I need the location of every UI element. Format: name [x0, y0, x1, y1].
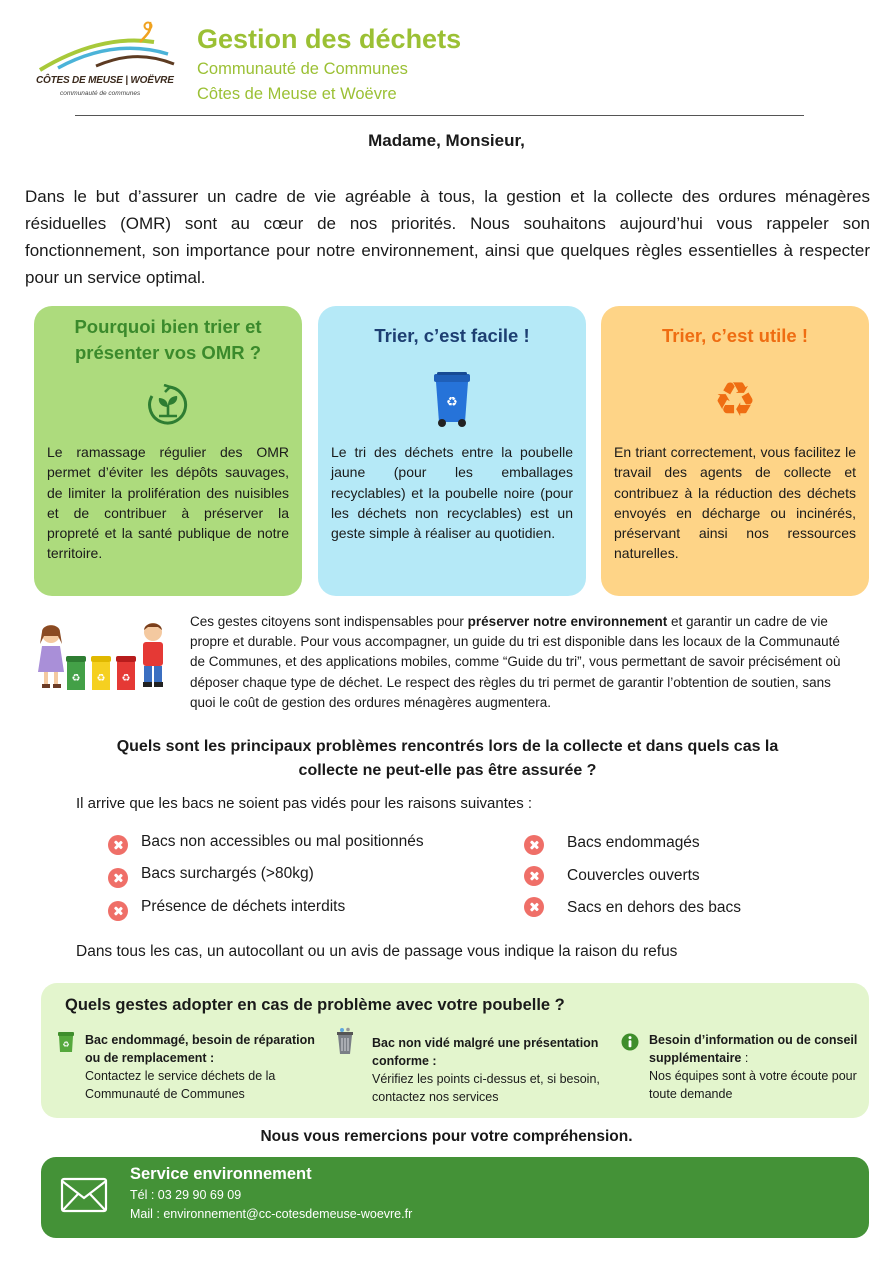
- actions-box-title: Quels gestes adopter en cas de problème avec votre poubelle ?: [65, 996, 565, 1014]
- svg-text:♻: ♻: [62, 1040, 70, 1049]
- logo-tagline: communauté de communes: [60, 90, 141, 97]
- refusal-notice: Dans tous les cas, un autocollant ou un avis de passage vous indique la raison du refus: [76, 943, 678, 960]
- blue-bin-icon: [432, 372, 472, 428]
- logo: [36, 20, 186, 102]
- error-x-icon: [524, 866, 544, 886]
- svg-text:♻: ♻: [121, 673, 131, 684]
- problems-intro: Il arrive que les bacs ne soient pas vidés pour les raisons suivantes :: [76, 795, 533, 812]
- page-subtitle-line1: Communauté de Communes: [197, 60, 408, 78]
- page-subtitle-line2: Côtes de Meuse et Woëvre: [197, 85, 397, 103]
- problem-item: Couvercles ouverts: [567, 867, 700, 884]
- trash-can-icon: [334, 1027, 356, 1055]
- info-icon: [621, 1033, 639, 1051]
- footer-title: Service environnement: [130, 1165, 312, 1183]
- greeting: Madame, Monsieur,: [368, 131, 525, 150]
- error-x-icon: [108, 835, 128, 855]
- gestes-text-end: et garantir un cadre de vie propre et durable. Pour vous accompagner, un guide du tri est disponible dans les locaux de la Communauté de Communes, et des applications mobiles, comme “Guide du tri”, vous permettant de savoir précisément où déposer chaque type de déchet. Le respect des règles du tri permet de garantir l’obtention de soutien, sans quoi le coût de gestion des ordures ménagères augmentera.: [190, 614, 841, 710]
- problem-item: Bacs non accessibles ou mal positionnés: [141, 833, 424, 850]
- action-text: Vérifiez les points ci-dessus et, si besoin, contactez nos services: [372, 1072, 600, 1104]
- logo-hills-icon: [36, 20, 186, 78]
- card-text: En triant correctement, vous facilitez le travail des agents de collecte et contribuez à la réduction des déchets envoyés en décharge ou incinérés, préservant ainsi nos ressources naturelles.: [614, 444, 856, 562]
- card-sorting-easy: [318, 306, 586, 596]
- gestes-paragraph: [190, 612, 858, 713]
- recycle-icon: [710, 374, 760, 422]
- card-title: [34, 314, 302, 366]
- action-text: Nos équipes sont à votre écoute pour toute demande: [649, 1069, 857, 1101]
- footer-phone[interactable]: Tél : 03 29 90 69 09: [130, 1188, 242, 1202]
- plant-recycle-icon: [147, 384, 189, 426]
- problem-item: Bacs endommagés: [567, 834, 700, 851]
- card-text: Le ramassage régulier des OMR permet d’éviter les dépôts sauvages, de limiter la prolifération des nuisibles et de contribuer à préserver la propreté et la santé publique de notre territoire.: [47, 444, 289, 562]
- error-x-icon: [108, 901, 128, 921]
- gestes-text-start: Ces gestes citoyens sont indispensables pour: [190, 614, 468, 629]
- svg-text:♻: ♻: [96, 673, 106, 684]
- card-text: Le tri des déchets entre la poubelle jaune (pour les emballages recyclables) et la poubelle noire (pour les déchets non recyclables) est un geste simple à réaliser au quotidien.: [331, 444, 573, 542]
- problem-item: Présence de déchets interdits: [141, 898, 346, 915]
- card-title-line1: Pourquoi bien trier et: [74, 316, 262, 337]
- svg-text:♻: ♻: [71, 673, 81, 684]
- actions-box: [41, 983, 869, 1118]
- error-x-icon: [524, 897, 544, 917]
- svg-text:♻: ♻: [713, 374, 757, 422]
- gestes-text-bold: préserver notre environnement: [467, 614, 668, 629]
- card-sorting-useful: [601, 306, 869, 596]
- card-title: Trier, c’est facile !: [374, 325, 530, 346]
- footer-email[interactable]: Mail : environnement@cc-cotesdemeuse-woevre.fr: [130, 1207, 413, 1221]
- action-damaged-bin: [85, 1031, 315, 1103]
- card-title: Trier, c’est utile !: [661, 325, 808, 346]
- action-text: Contactez le service déchets de la Communauté de Communes: [85, 1069, 276, 1101]
- thanks-message: Nous vous remercions pour votre compréhension.: [260, 1128, 633, 1145]
- problem-item: Bacs surchargés (>80kg): [141, 865, 314, 882]
- problems-question-line1: Quels sont les principaux problèmes rencontrés lors de la collecte et dans quels cas la: [116, 738, 779, 755]
- card-why-sort: [34, 306, 302, 596]
- action-need-information: [649, 1031, 879, 1103]
- page-title: Gestion des déchets: [197, 24, 462, 54]
- logo-name: CÔTES DE MEUSE | WOËVRE: [36, 75, 174, 86]
- problem-item: Sacs en dehors des bacs: [567, 899, 742, 916]
- envelope-icon: [60, 1177, 108, 1213]
- problems-question: [60, 735, 835, 783]
- problems-question-line2: collecte ne peut-elle pas être assurée ?: [298, 762, 597, 779]
- svg-text:♻: ♻: [446, 395, 458, 410]
- contact-footer: [41, 1157, 869, 1238]
- green-bin-icon: [57, 1031, 75, 1053]
- header-divider: [75, 115, 804, 116]
- action-title: Bac non vidé malgré une présentation conforme :: [372, 1036, 599, 1068]
- intro-paragraph: Dans le but d’assurer un cadre de vie agréable à tous, la gestion et la collecte des ordures ménagères résiduelles (OMR) sont au cœur de nos priorités. Nous souhaitons aujourd’hui vous rappeler son fonctionnement, son importance pour notre environnement, ainsi que quelques règles essentielles à respecter pour un service optimal.: [25, 187, 870, 287]
- card-title-line2: présenter vos OMR ?: [74, 342, 262, 363]
- header: [0, 0, 893, 120]
- action-title: Besoin d’information ou de conseil supplémentaire: [649, 1033, 858, 1065]
- action-bin-not-emptied: [372, 1034, 602, 1106]
- action-title-colon: :: [741, 1051, 749, 1065]
- error-x-icon: [108, 868, 128, 888]
- error-x-icon: [524, 835, 544, 855]
- action-title: Bac endommagé, besoin de réparation ou de remplacement :: [85, 1033, 315, 1065]
- kids-sorting-illustration: [33, 620, 173, 695]
